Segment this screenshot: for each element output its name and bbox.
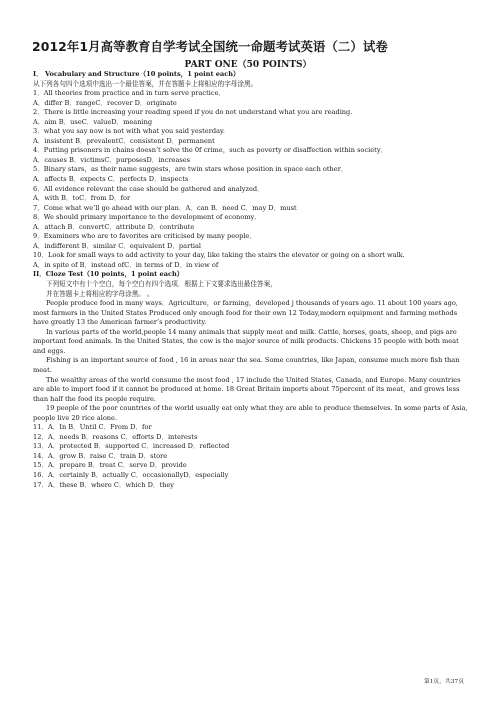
page-title: 2012年1月高等教育自学考试全国统一命题考试英语（二）试卷: [32, 39, 388, 54]
options-line: 13．A．protected B．supported C．increased D．reflected: [33, 442, 230, 451]
question-line: 8．We should primary importance to the development of economy．: [33, 213, 261, 222]
question-line: 2．There is little increasing your reading speed if you do not understand what you are reading.: [33, 108, 353, 117]
options-line: 16．A．certainly B．actually C．occasionallyD．especially: [33, 470, 229, 479]
document-body: [33, 70, 473, 490]
section1-heading: I． Vocabulary and Structure（10 points，1 point each）: [33, 70, 240, 78]
cloze-passage: [33, 299, 473, 423]
question-line: 9．Examiners who are to favorites are criticised by many people．: [33, 232, 256, 241]
page-number: 第1页，共37页: [423, 679, 464, 685]
options-line: 11．A．In B．Until C．From D．for: [33, 423, 152, 432]
passage-paragraph: In various parts of the world,people 14 many animals that supply meat and milk. Cattle, horses, goats, sheep, and pigs are important food animals. In the United States, the cow is the major source of milk products. Chickens 15 people with both meat and eggs.: [33, 327, 459, 355]
passage-paragraph: People produce food in many ways．Agriculture，or farming，developed j thousands of years ago. 11 about 100 years ago, most farmers in the United States Produced only enough food for their own 12 Today,modern equipment and farming methods have greatly 13 the American farmer’s productivity.: [33, 299, 458, 327]
question-line: 4．Putting prisoners in chains doesn’t solve the 0f crime，such as poverty or disaffection within society．: [33, 146, 388, 155]
options-line: A．attach B．convertC．attribute D．contribute: [33, 222, 195, 231]
options-line: 14．A．grow B．raise C．train D．store: [33, 451, 168, 460]
options-line: 12．A．needs B．reasons C．efforts D．interests: [33, 432, 198, 441]
part-heading: PART ONE（50 POINTS）: [184, 60, 312, 70]
question-line: 6．All evidence relevant the case should be gathered and analyzed．: [33, 184, 264, 193]
options-line: A．insistent B．prevalentC．consistent D．permanent: [33, 136, 215, 145]
options-line: A．differ B．rangeC．recover D．originate: [33, 98, 177, 107]
vocabulary-questions: [33, 89, 473, 270]
options-line: A．with B．toC．from D．for: [33, 194, 131, 203]
section2-instructions: 下列短文中有十个空白，每个空白有四个选项．根据上下文要求选出最佳答案，: [46, 280, 277, 289]
question-line: 3．what you say now is not with what you said yesterday.: [33, 127, 225, 136]
question-line: 10．Look for small ways to add activity to your day, like taking the stairs the elevator or going on a short walk.: [33, 251, 405, 260]
question-line: 1．All theories from practice and in turn serve practice．: [33, 89, 226, 98]
cloze-options: [33, 423, 473, 490]
options-line: A．in spite of B．instead ofC．in terms of D．in view of: [33, 260, 219, 269]
section2-instructions: 并在答题卡上将相应的字母涂黑。 。: [46, 289, 154, 298]
options-line: A．causes B．victimsC．purposesD．increases: [33, 155, 191, 164]
options-line: A．indifferent B．similar C．equivalent D．partial: [33, 241, 202, 250]
passage-paragraph: 19 people of the poor countries of the world usually eat only what they are able to produce themselves. In some parts of Asia, people live 20 rice alone.: [33, 404, 468, 422]
options-line: 15．A．prepare B．treat C．serve D．provide: [33, 461, 187, 470]
question-line: 7．Come what we’ll go ahead with our plan．A．can B．need C．may D．must: [33, 203, 297, 212]
question-line: 5．Binary stars，as their name suggests，are twin stars whose position in space each other．: [33, 165, 348, 174]
passage-paragraph: The wealthy areas of the world consume the most food , 17 include the United States, Canada, and Europe. Many countries are able to import food if it cannot be produced at home. 18 Great Britain imports about 75percent of its meat，and grows less than half the food its people require.: [33, 375, 461, 403]
options-line: A．aim B．useC．valueD．meaning: [33, 117, 153, 126]
options-line: 17．A．these B．where C．which D．they: [33, 480, 174, 489]
options-line: A．affects B．expects C．perfects D．inspects: [33, 175, 189, 184]
section2-heading: II．Cloze Test（10 points，1 point each）: [33, 270, 184, 279]
passage-paragraph: Fishing is an important source of food , 16 in areas near the sea. Some countries, like Japan, consume much more fish than meat.: [33, 356, 460, 374]
section1-instructions: 从下列各句四个选项中选出一个最佳答案，并在答题卡上将相应的字母涂黑。: [33, 79, 258, 88]
